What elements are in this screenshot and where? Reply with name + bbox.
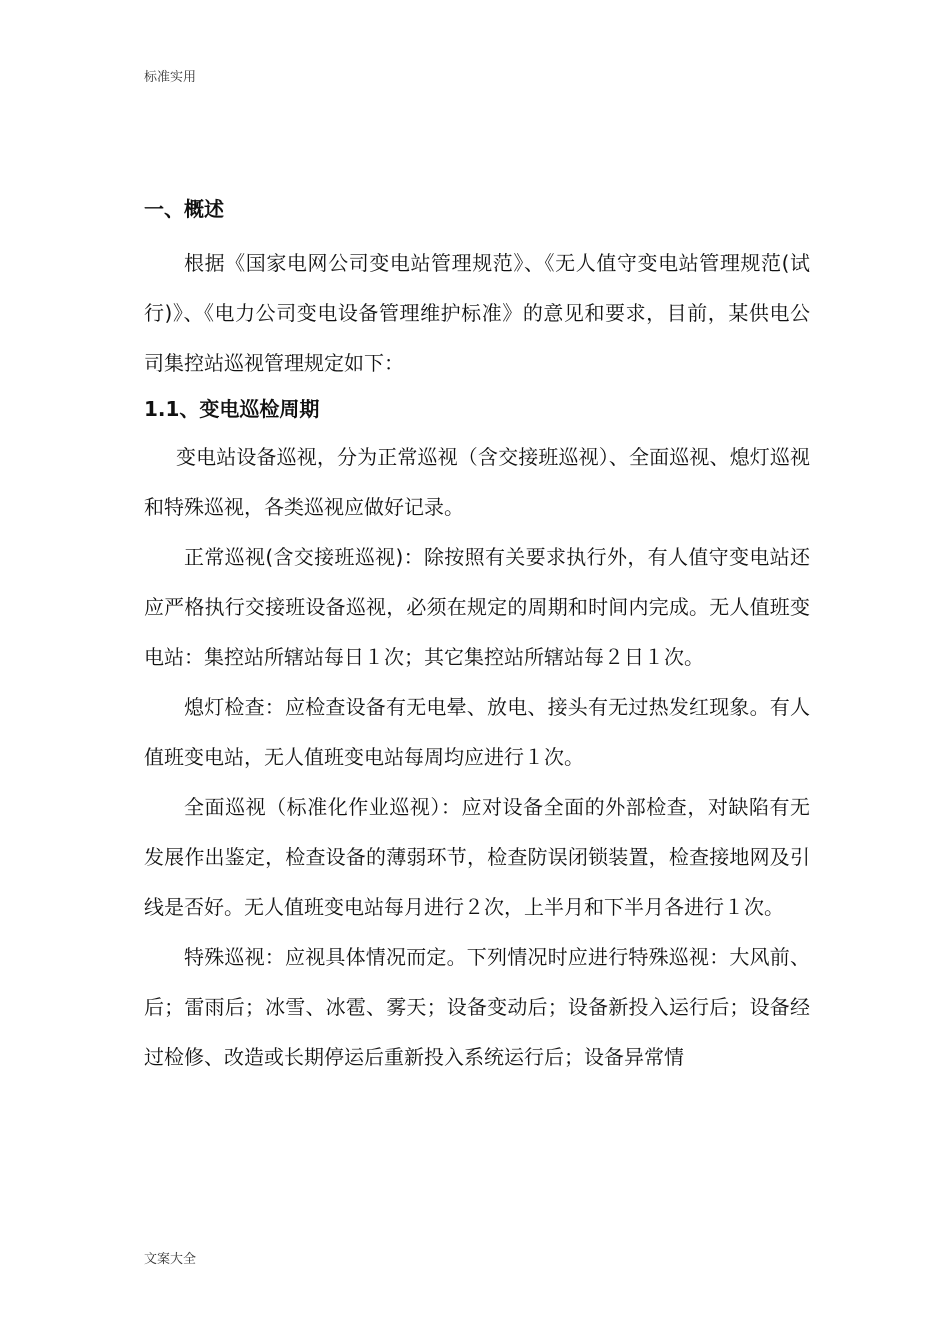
paragraph-special-inspection: 特殊巡视：应视具体情况而定。下列情况时应进行特殊巡视：大风前、后；雷雨后；冰雪、冰雹、雾天；设备变动后；设备新投入运行后；设备经过检修、改造或长期停运后重新投入系统运行后；设备异常情 <box>144 945 810 1069</box>
section-heading-overview: 一、概述 <box>144 197 224 221</box>
paragraph-lights-off-inspection: 熄灯检查：应检查设备有无电晕、放电、接头有无过热发红现象。有人值班变电站，无人值班变电站每周均应进行１次。 <box>144 695 810 769</box>
document-body <box>144 190 810 1082</box>
page-footer: 文案大全 <box>144 1252 197 1267</box>
paragraph-normal-inspection: 正常巡视(含交接班巡视)：除按照有关要求执行外，有人值守变电站还应严格执行交接班设备巡视，必须在规定的周期和时间内完成。无人值班变电站：集控站所辖站每日１次；其它集控站所辖站每２日１次。 <box>144 545 810 669</box>
intro-paragraph: 根据《国家电网公司变电站管理规范》、《无人值守变电站管理规范(试行)》、《电力公司变电设备管理维护标准》的意见和要求，目前，某供电公司集控站巡视管理规定如下： <box>144 251 810 375</box>
subsection-heading-inspection-cycle: 1.1、变电巡检周期 <box>144 397 320 421</box>
paragraph-inspection-types: 变电站设备巡视，分为正常巡视（含交接班巡视）、全面巡视、熄灯巡视和特殊巡视，各类巡视应做好记录。 <box>144 445 810 519</box>
page-header: 标准实用 <box>144 70 197 85</box>
paragraph-full-inspection: 全面巡视（标准化作业巡视）：应对设备全面的外部检查，对缺陷有无发展作出鉴定，检查设备的薄弱环节，检查防误闭锁装置，检查接地网及引线是否好。无人值班变电站每月进行２次，上半月和下半月各进行１次。 <box>144 795 810 919</box>
